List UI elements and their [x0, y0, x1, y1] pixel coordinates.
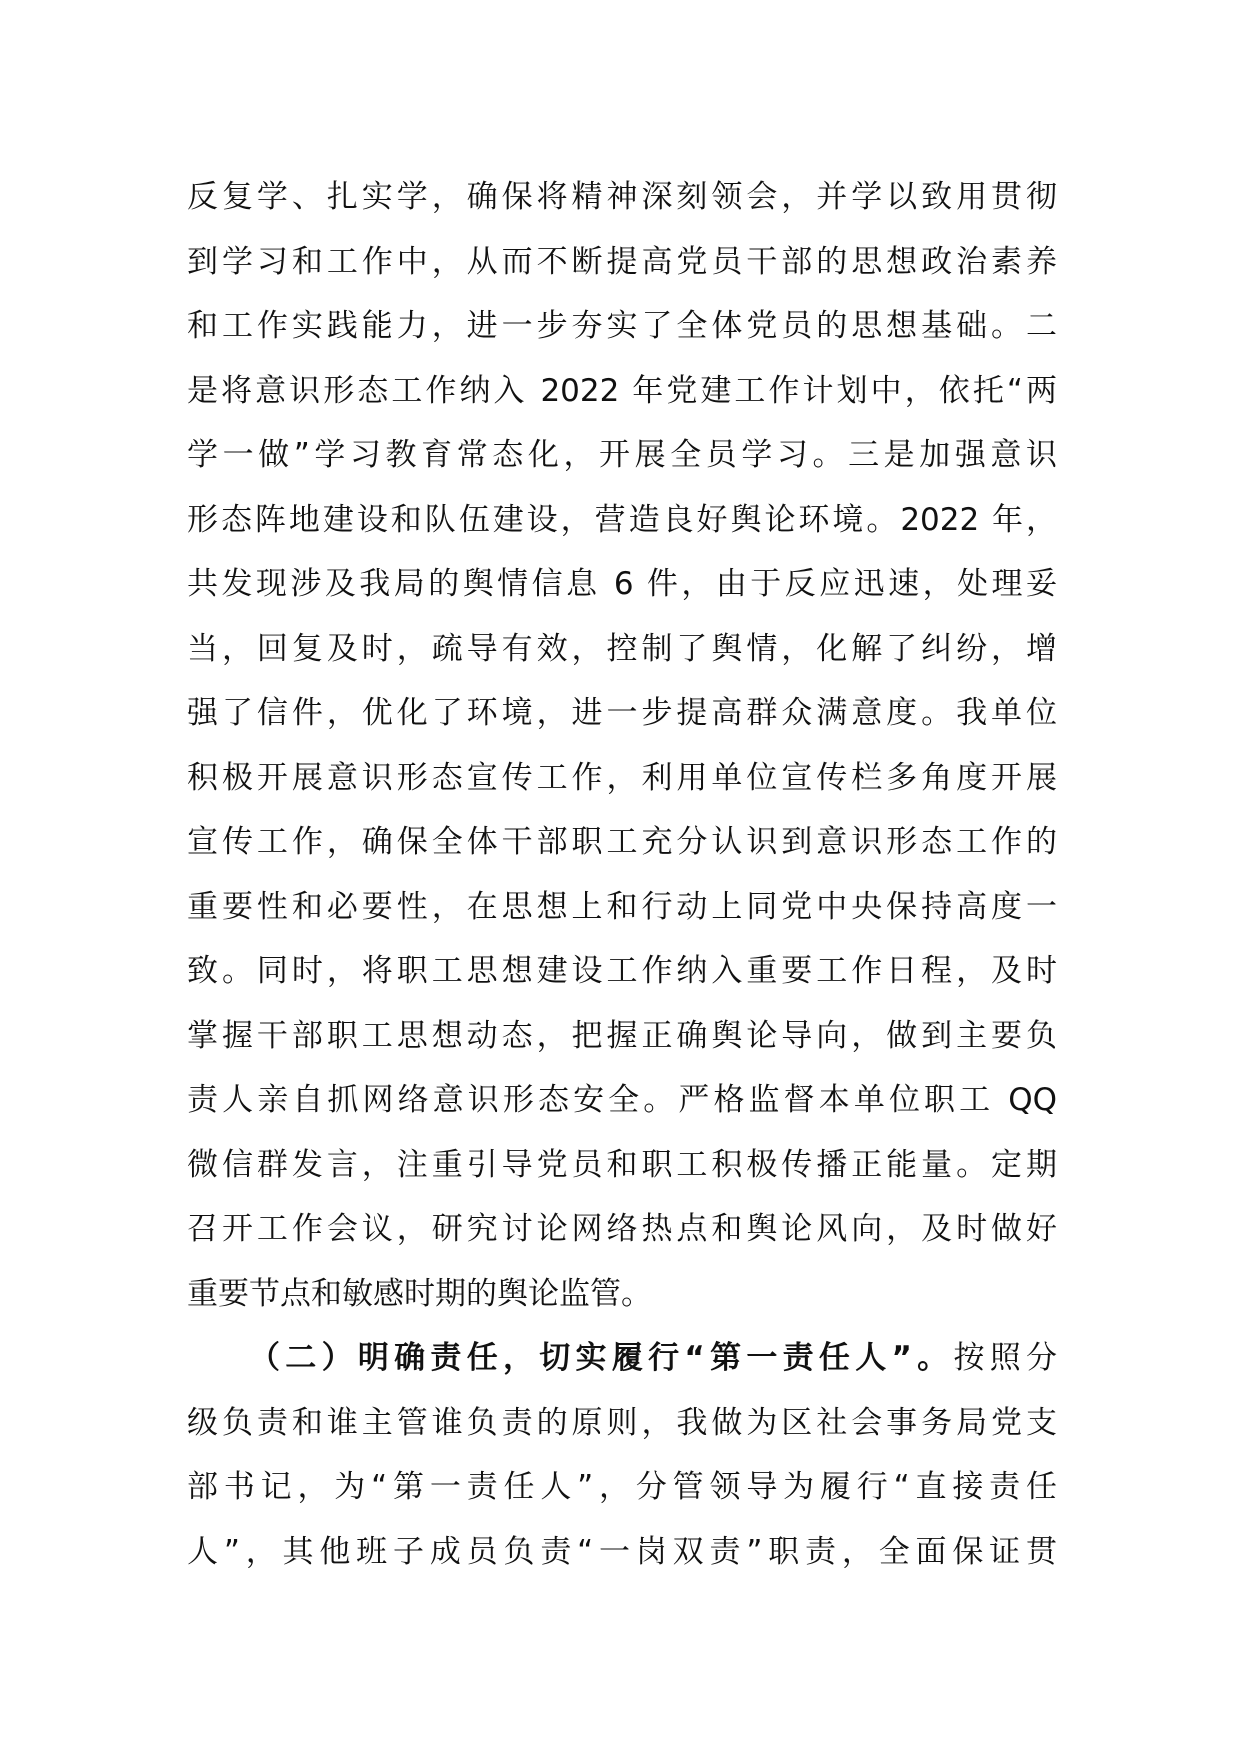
text-line: 强了信件，优化了环境，进一步提高群众满意度。我单位	[187, 695, 1057, 731]
text-line: 致。同时，将职工思想建设工作纳入重要工作日程，及时	[187, 953, 1057, 989]
document-body	[187, 165, 1057, 1584]
text-line: 召开工作会议，研究讨论网络热点和舆论风向，及时做好	[187, 1211, 1057, 1247]
section-heading: （二）明确责任，切实履行“第一责任人”。	[249, 1340, 954, 1376]
text-line: 部书记，为“第一责任人”，分管领导为履行“直接责任	[187, 1469, 1057, 1505]
text-line: 到学习和工作中，从而不断提高党员干部的思想政治素养	[187, 243, 1057, 280]
heading-line-rest: 按照分	[953, 1340, 1057, 1376]
text-line: 和工作实践能力，进一步夯实了全体党员的思想基础。二	[187, 308, 1057, 344]
text-line: 级负责和谁主管谁负责的原则，我做为区社会事务局党支	[187, 1404, 1057, 1441]
text-line: 责人亲自抓网络意识形态安全。严格监督本单位职工 QQ	[187, 1082, 1057, 1118]
text-line: 人”，其他班子成员负责“一岗双责”职责，全面保证贯	[187, 1533, 1057, 1570]
text-line: 重要节点和敏感时期的舆论监管。	[187, 1275, 652, 1312]
text-line: 形态阵地建设和队伍建设，营造良好舆论环境。2022 年，	[187, 501, 1057, 538]
text-line: 宣传工作，确保全体干部职工充分认识到意识形态工作的	[187, 824, 1057, 860]
text-line: 是将意识形态工作纳入 2022 年党建工作计划中，依托“两	[187, 372, 1057, 409]
text-line: 学一做”学习教育常态化，开展全员学习。三是加强意识	[187, 437, 1057, 473]
text-line: 掌握干部职工思想动态，把握正确舆论导向，做到主要负	[187, 1017, 1057, 1054]
text-line: 共发现涉及我局的舆情信息 6 件，由于反应迅速，处理妥	[187, 566, 1057, 602]
section-heading-line	[187, 1326, 1057, 1391]
text-line: 积极开展意识形态宣传工作，利用单位宣传栏多角度开展	[187, 759, 1057, 796]
text-line: 当，回复及时，疏导有效，控制了舆情，化解了纠纷，增	[187, 630, 1057, 667]
text-line: 反复学、扎实学，确保将精神深刻领会，并学以致用贯彻	[187, 179, 1057, 215]
text-line: 微信群发言，注重引导党员和职工积极传播正能量。定期	[187, 1146, 1057, 1183]
text-line: 重要性和必要性，在思想上和行动上同党中央保持高度一	[187, 888, 1057, 925]
